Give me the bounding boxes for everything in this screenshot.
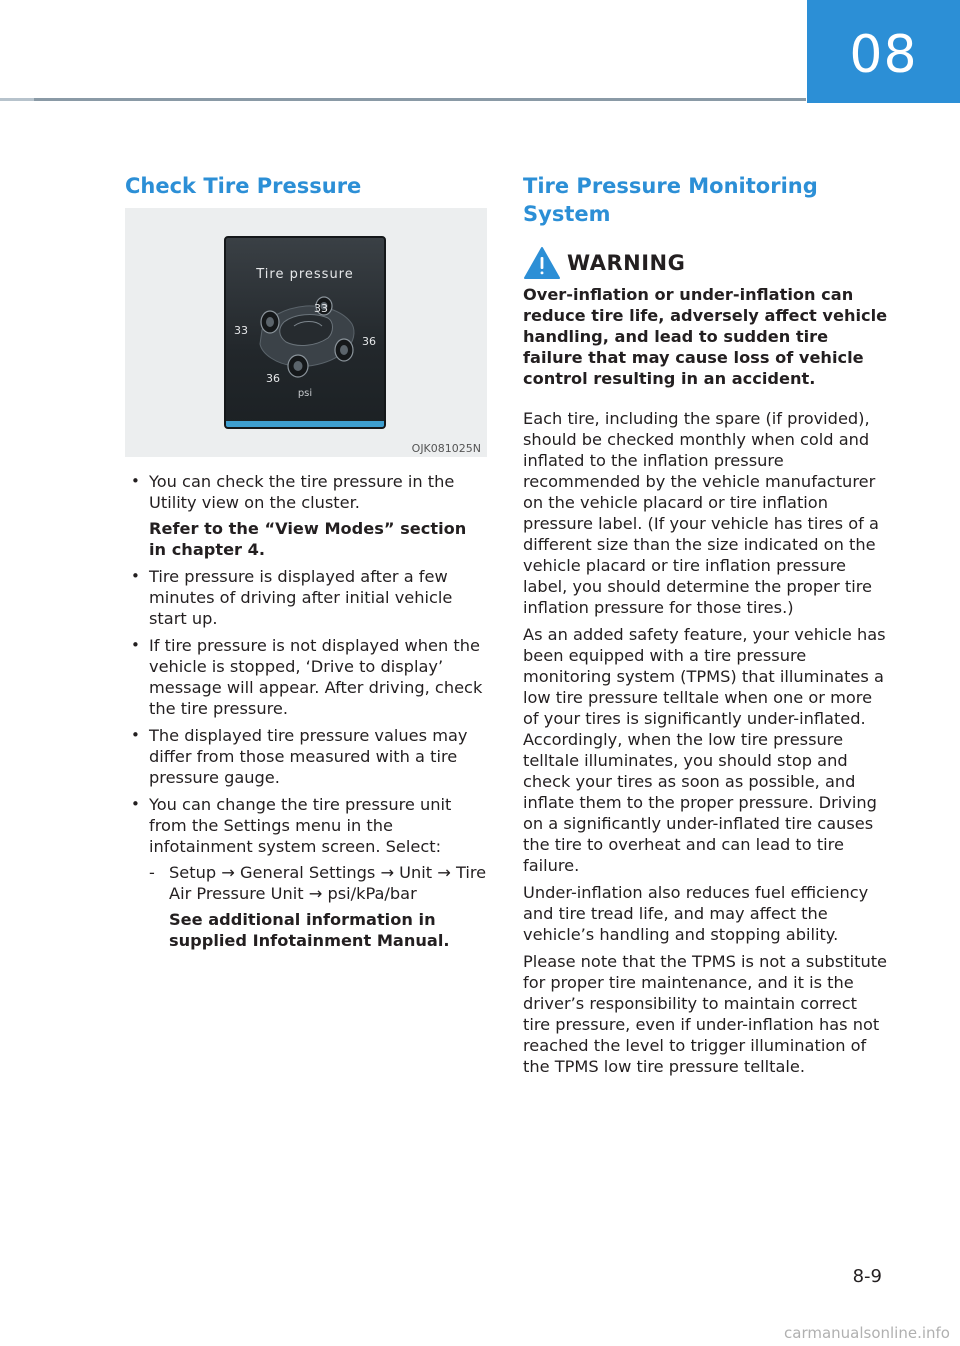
bullet-text: You can check the tire pressure in the Utility view on the cluster.	[149, 472, 455, 512]
chapter-number: 08	[849, 24, 918, 85]
bullet-text: Tire pressure is displayed after a few minutes of driving after initial vehicle start up.	[149, 567, 453, 628]
sub-item-text: Setup → General Settings → Unit → Tire Air Pressure Unit → psi/kPa/bar	[169, 863, 487, 903]
tire-value-front-right: 33	[314, 302, 328, 315]
tire-value-rear-left: 36	[266, 372, 280, 385]
sub-dash: -	[149, 863, 155, 882]
bullet-note: Refer to the “View Modes” section in chapter 4.	[149, 519, 467, 559]
chapter-tab	[807, 0, 960, 103]
tire-value-front-left: 33	[234, 324, 248, 337]
tire-pressure-figure	[125, 208, 487, 457]
list-item	[125, 471, 487, 560]
list-item	[125, 566, 487, 629]
page-number: 8-9	[852, 1266, 882, 1287]
pressure-unit: psi	[297, 388, 313, 399]
paragraph: Under-inflation also reduces fuel efficiency and tire tread life, and may affect the vehicle’s handling and stopping ability.	[523, 883, 869, 944]
figure-code: OJK081025N	[411, 442, 481, 455]
paragraph: As an added safety feature, your vehicle has been equipped with a tire pressure monitoring system (TPMS) that illuminates a low tire pressure telltale when one or more of your tires is significantly under-inflated. Accordingly, when the low tire pressure telltale illuminates, you should stop and check your tires as soon as possible, and inflate them to the proper pressure. Driving on a significantly under-inflated tire causes the tire to overheat and can lead to tire failure.	[523, 625, 886, 875]
watermark: carmanualsonline.info	[784, 1324, 950, 1342]
list-item	[125, 635, 487, 719]
warning-triangle-icon	[523, 246, 561, 280]
bullet-text: If tire pressure is not displayed when the vehicle is stopped, ‘Drive to display’ message will appear. After driving, check the tire pressure.	[149, 636, 483, 718]
warning-header	[523, 246, 888, 280]
cluster-screen	[224, 236, 386, 429]
left-column	[125, 172, 487, 957]
screen-title: Tire pressure	[256, 267, 354, 282]
paragraph: Please note that the TPMS is not a substitute for proper tire maintenance, and it is the driver’s responsibility to maintain correct tire pressure, even if under-inflation has not reached the level to trigger illumination of the TPMS low tire pressure telltale.	[523, 952, 888, 1076]
right-column	[523, 172, 888, 1083]
paragraph: Each tire, including the spare (if provided), should be checked monthly when cold and inflated to the inflation pressure recommended by the vehicle manufacturer on the vehicle placard or tire inflation pressure label. (If your vehicle has tires of a different size than the size indicated on the vehicle placard or tire inflation pressure label, you should determine the proper tire inflation pressure for those tires.)	[523, 409, 879, 617]
section-title-check-tire-pressure: Check Tire Pressure	[125, 174, 362, 198]
bullet-text: The displayed tire pressure values may differ from those measured with a tire pressure gauge.	[149, 726, 468, 787]
warning-label: WARNING	[567, 251, 686, 275]
tire-pressure-bullets	[125, 471, 487, 951]
list-item	[125, 725, 487, 788]
list-item	[125, 794, 487, 951]
header-rule	[0, 98, 806, 101]
tire-value-rear-right: 36	[362, 335, 376, 348]
car-top-view-icon	[254, 292, 360, 378]
sub-item-note: See additional information in supplied Infotainment Manual.	[169, 910, 450, 950]
bullet-text: You can change the tire pressure unit from the Settings menu in the infotainment system screen. Select:	[149, 795, 452, 856]
section-title-tpms: Tire Pressure Monitoring System	[523, 174, 818, 226]
screen-accent-bar	[226, 421, 384, 427]
sub-list-item	[149, 862, 487, 951]
warning-text: Over-inflation or under-inflation can reduce tire life, adversely affect vehicle handling, and lead to sudden tire failure that may cause loss of vehicle control resulting in an accident.	[523, 285, 888, 388]
